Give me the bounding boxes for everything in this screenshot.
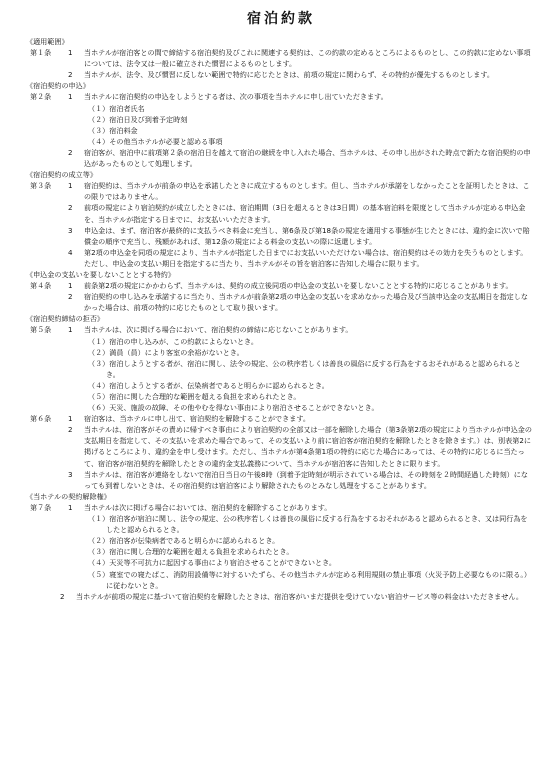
clause-text [84, 413, 532, 424]
article-number [30, 247, 68, 269]
clause-text [84, 202, 532, 224]
clause-text [84, 91, 532, 146]
article-number: 第６条 [30, 414, 52, 424]
clause-item: （３）宿泊料金 [88, 125, 138, 135]
clause-text [84, 180, 532, 202]
article-number: 第４条 [30, 281, 52, 291]
clause-text [84, 502, 532, 591]
clause-number: 3 [68, 469, 73, 479]
clause-item: （５）宿泊に関した合理的な範囲を超える負担を求められたとき。 [88, 392, 301, 401]
clause-item: （２）宿泊日及び到着予定時刻 [88, 114, 188, 124]
section [26, 269, 532, 313]
article-number: 第３条 [30, 181, 52, 191]
article-number [30, 69, 68, 80]
clause-sentence: 当ホテルが前項の規定に基づいて宿泊契約を解除したときは、宿泊客がいまだ提供を受けていない宿泊サービス等の料金はいただきません。 [76, 591, 523, 601]
clause [30, 91, 532, 146]
clause-text [84, 424, 532, 468]
article-number [30, 225, 68, 247]
clause-sentence: 当ホテルは、次に掲げる場合において、宿泊契約の締結に応じないことがあります。 [84, 325, 353, 335]
clause [30, 591, 532, 602]
clause [30, 147, 532, 169]
article-number: 第７条 [30, 502, 52, 512]
clause [30, 202, 532, 224]
clause-item: （２）満員（員）により客室の余裕がないとき。 [88, 347, 244, 357]
clause-sentence: 当ホテルは、宿泊客が連絡をしないで宿泊日当日の午後8時（到着予定時刻が明示されている場合は、その時刻を２時間経過した時刻）になっても到着しないときは、その宿泊契約は宿泊客により解除されたものとみなし処理をすることがあります。 [84, 469, 528, 490]
clause-number: 1 [68, 92, 73, 102]
clause-text [84, 291, 532, 313]
clause-number: 4 [68, 247, 73, 257]
clause [30, 180, 532, 202]
section-heading: 《宿泊契約の成立等》 [26, 170, 97, 180]
section-heading: 《宿泊契約締結の拒否》 [26, 314, 105, 324]
document-title: 宿泊約款 [247, 11, 315, 27]
clause [30, 280, 532, 291]
article-number: 第５条 [30, 325, 52, 335]
clause-sentence: 宿泊客は、当ホテルに申し出て、宿泊契約を解除することができます。 [84, 414, 310, 424]
clause-sentence: 宿泊客が、宿泊中に前項第２条の宿泊日を越えて宿泊の継続を申し入れた場合、当ホテルは、その申し出がされた時点で新たな宿泊契約の申込があったものとして処理します。 [84, 147, 531, 169]
clause-sentence: 宿泊契約は、当ホテルが前条の申込を承諾したときに成立するものとします。但し、当ホテルが承諾をしなかったことを証明したときは、この限りではありません。 [84, 181, 530, 202]
clause-text [84, 280, 532, 291]
section-heading: 《当ホテルの契約解除権》 [26, 491, 111, 501]
clause-text [84, 324, 532, 413]
clause-sentence: 前条第2項の規定にかかわらず、当ホテルは、契約の成立後同項の申込金の支払いを要しないこととする特約に応じることがあります。 [84, 281, 513, 291]
clause [30, 324, 532, 413]
clause-number: 1 [68, 281, 73, 291]
article-number: 第１条 [30, 48, 52, 58]
clause-text [84, 69, 532, 80]
article-number [30, 469, 68, 491]
clause-sentence: 当ホテルは、宿泊客がその責めに帰すべき事由により宿泊契約の全部又は一部を解除した場合（第3条第2項の規定により当ホテルが申込金の支払期日を指定して、その支払いを求めた場合であって、その支払いより前に宿泊客が宿泊契約を解除したときを除きます。）は、別表第2に掲げるところにより、違約金を申し受けます。ただし、当ホテルが第4条第1項の特約に応じた場合にあっては、その特約に応じるに当たって、宿泊客が宿泊契約を解除したときの違約金支払義務について、当ホテルが宿泊客に告知したときに限ります。 [84, 425, 532, 468]
section [26, 169, 532, 269]
clause-item: （５）寝室での寝たばこ、消防用設備等に対するいたずら、その他当ホテルが定める利用規則の禁止事項（火災予防上必要なものに限る。）に従わないとき。 [88, 569, 531, 590]
clause-item: （１）宿泊の申し込みが、この約款によらないとき。 [88, 336, 258, 346]
clause [30, 424, 532, 468]
clause [30, 47, 532, 69]
clause-sentence: 宿泊契約の申し込みを承諾するに当たり、当ホテルが前条第2項の申込金の支払いを求めなかった場合及び当該申込金の支払期日を指定しなかった場合は、前項の特約に応じたものとして取り扱います。 [84, 292, 528, 313]
clause-number: 1 [68, 181, 73, 191]
clause-number: 1 [68, 502, 73, 512]
section [26, 36, 532, 80]
clause-number: 1 [68, 325, 73, 335]
section [26, 491, 532, 602]
clause-number: 3 [68, 225, 73, 235]
section-heading: 《申込金の支払いを要しないこととする特約》 [26, 269, 175, 279]
clause-item: （１）宿泊者氏名 [88, 103, 145, 113]
clause-text [84, 147, 532, 169]
clause-item: （１）宿泊客が宿泊に関し、法令の規定、公の秩序若しくは善良の風俗に反する行為をするおそれがあると認められるとき、又は同行為をしたと認められるとき。 [88, 514, 528, 535]
clause-sentence: 申込金は、まず、宿泊客が最終的に支払うべき料金に充当し、第6条及び第18条の規定を適用する事態が生じたときには、違約金に次いで賠償金の順序で充当し、残額があれば、第12条の規定による料金の支払いの際に返還します。 [84, 225, 530, 246]
clause-number: 2 [68, 203, 73, 213]
section [26, 313, 532, 491]
clause [30, 69, 532, 80]
article-number: 第２条 [30, 92, 52, 102]
article-number [30, 147, 68, 169]
article-number [30, 424, 68, 468]
clause-sentence: 当ホテルに宿泊契約の申込をしようとする者は、次の事項を当ホテルに申し出ていただきます。 [84, 92, 388, 102]
clause [30, 225, 532, 247]
clause-item: （４）宿泊しようとする者が、伝染病者であると明らかに認められるとき。 [88, 380, 329, 390]
clause-number: 2 [68, 147, 73, 157]
clause-item: （６）天災、施設の故障、その他やむを得ない事由により宿泊させることができないとき。 [88, 403, 379, 413]
clause [30, 291, 532, 313]
clause-text [84, 469, 532, 491]
clause-item: （３）宿泊に関し合理的な範囲を超える負担を求められたとき。 [88, 547, 294, 557]
clause [30, 502, 532, 591]
clause-sentence: 当ホテルが、法令、及び慣習に反しない範囲で特約に応じたときは、前項の規定に関わらず、その特約が優先するものとします。 [84, 70, 494, 80]
section [26, 80, 532, 169]
clause-number: 2 [68, 292, 73, 302]
clause-number: 2 [60, 591, 65, 601]
clause-text [84, 225, 532, 247]
clause-number: 2 [68, 70, 73, 80]
document-body [26, 36, 532, 602]
clause [30, 413, 532, 424]
clause-item: （２）宿泊客が伝染病者であると明らかに認められるとき。 [88, 536, 280, 546]
clause-sentence: 前項の規定により宿泊契約が成立したときには、宿泊期間（3日を超えるときは3日間）の基本宿泊料を限度として当ホテルが定める申込金を、当ホテルが指定する日までに、お支払いいただきます。 [84, 203, 526, 224]
clause-sentence: 当ホテルが宿泊客との間で締結する宿泊契約及びこれに関連する契約は、この約款の定めるところによるものとし、この約款に定めない事項については、法令又は一般に確立された慣習によるものとします。 [84, 48, 531, 69]
clause-item: （４）天災等不可抗力に起因する事由により宿泊させることができないとき。 [88, 558, 336, 568]
article-number [30, 202, 68, 224]
clause-sentence: 当ホテルは次に掲げる場合においては、宿泊契約を解除することがあります。 [84, 502, 332, 512]
clause-text [84, 247, 532, 269]
clause-number: 2 [68, 425, 73, 435]
clause [30, 247, 532, 269]
clause-number: 1 [68, 414, 73, 424]
clause-text [76, 591, 532, 602]
clause-sentence: 第2項の申込金を同項の規定により、当ホテルが指定した日までにお支払いいただけない場合は、宿泊契約はその効力を失うものとします。ただし、申込金の支払い期日を指定するに当たり、当ホテルがその旨を宿泊客に告知した場合に限ります。 [84, 247, 528, 268]
article-number [30, 291, 68, 313]
clause-number: 1 [68, 48, 73, 58]
section-heading: 《宿泊契約の申込》 [26, 81, 90, 91]
clause [30, 469, 532, 491]
section-heading: 《適用範囲》 [26, 37, 69, 46]
clause-item: （４）その他当ホテルが必要と認める事項 [88, 136, 223, 146]
clause-item: （３）宿泊しようとする者が、宿泊に関し、法令の規定、公の秩序若しくは善良の風俗に反する行為をするおそれがあると認められるとき。 [88, 358, 521, 379]
clause-text [84, 47, 532, 69]
